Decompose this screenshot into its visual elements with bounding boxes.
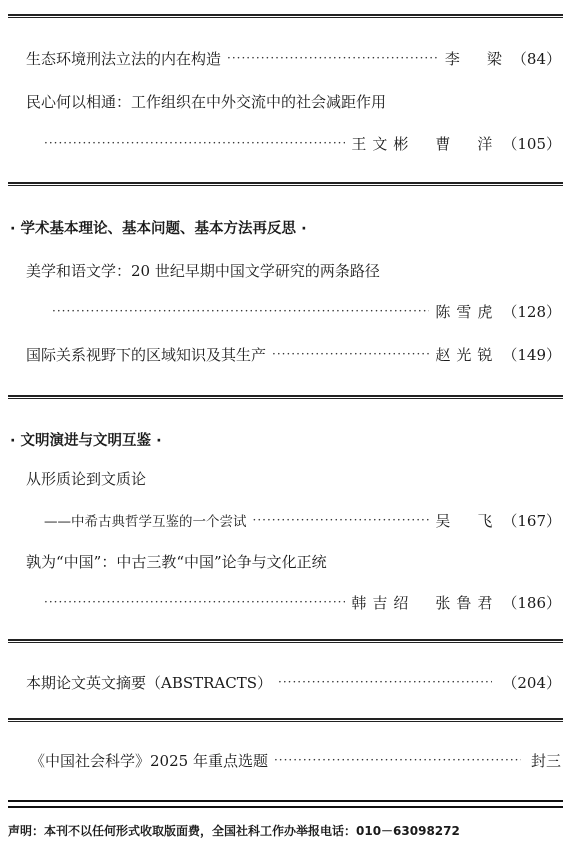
toc-entry-leader-line[interactable]	[44, 591, 561, 613]
entry-title: 孰为“中国”：中古三教“中国”论争与文化正统	[26, 552, 327, 571]
entry-page: （186）	[502, 593, 561, 612]
top-rule	[8, 14, 563, 18]
entry-title: 美学和语文学：20 世纪早期中国文学研究的两条路径	[26, 261, 380, 280]
leader-dots	[274, 753, 521, 767]
entry-page: （128）	[502, 302, 561, 321]
toc-entry-leader-line[interactable]	[52, 300, 561, 322]
toc-entry-leader-line[interactable]	[44, 509, 561, 531]
leader-dots	[278, 675, 492, 689]
entry-author: 韩吉绍 张鲁君	[351, 593, 499, 612]
section-rule	[8, 395, 563, 399]
toc-entry-leader-line[interactable]	[44, 132, 561, 154]
bottom-rule	[8, 800, 563, 808]
entry-author: 吴 飞	[435, 511, 499, 530]
leader-dots	[52, 304, 429, 318]
toc-entry-title-line[interactable]	[26, 90, 561, 112]
section-rule	[8, 639, 563, 643]
entry-page: （105）	[502, 134, 561, 153]
leader-dots	[44, 595, 345, 609]
section-rule	[8, 718, 563, 722]
leader-dots	[227, 51, 439, 65]
toc-entry-abstracts[interactable]	[26, 671, 561, 693]
entry-title: 生态环境刑法立法的内在构造	[26, 49, 222, 68]
entry-page: （149）	[502, 345, 561, 364]
toc-entry-title-line[interactable]	[26, 467, 561, 489]
entry-title: 从形质论到文质论	[26, 469, 147, 488]
entry-page: （84）	[511, 49, 561, 68]
leader-dots	[44, 136, 345, 150]
toc-entry[interactable]	[26, 47, 561, 69]
entry-page: （204）	[502, 673, 561, 692]
leader-dots	[253, 513, 430, 527]
section-heading: · 学术基本理论、基本问题、基本方法再反思 ·	[10, 221, 307, 237]
entry-subtitle: ——中希古典哲学互鉴的一个尝试	[44, 514, 247, 530]
entry-page: 封三	[530, 751, 561, 770]
entry-title: 《中国社会科学》2025 年重点选题	[30, 751, 268, 770]
entry-author: 王文彬 曹 洋	[351, 134, 499, 153]
entry-title: 民心何以相通：工作组织在中外交流中的社会减距作用	[26, 92, 387, 111]
entry-title: 国际关系视野下的区域知识及其生产	[26, 345, 267, 364]
entry-author: 李 梁	[444, 49, 508, 68]
leader-dots	[272, 347, 429, 361]
entry-title: 本期论文英文摘要（ABSTRACTS）	[26, 673, 273, 692]
entry-author: 赵光锐	[435, 345, 499, 364]
entry-author: 陈雪虎	[435, 302, 499, 321]
toc-entry-title-line[interactable]	[26, 259, 561, 281]
toc-entry-topics[interactable]	[30, 749, 561, 771]
footer-notice: 声明：本刊不以任何形式收取版面费，全国社科工作办举报电话：010－63098272	[8, 824, 460, 838]
section-rule	[8, 182, 563, 186]
section-heading: · 文明演进与文明互鉴 ·	[10, 433, 162, 449]
toc-entry-title-line[interactable]	[26, 550, 561, 572]
entry-page: （167）	[502, 511, 561, 530]
toc-entry[interactable]	[26, 343, 561, 365]
